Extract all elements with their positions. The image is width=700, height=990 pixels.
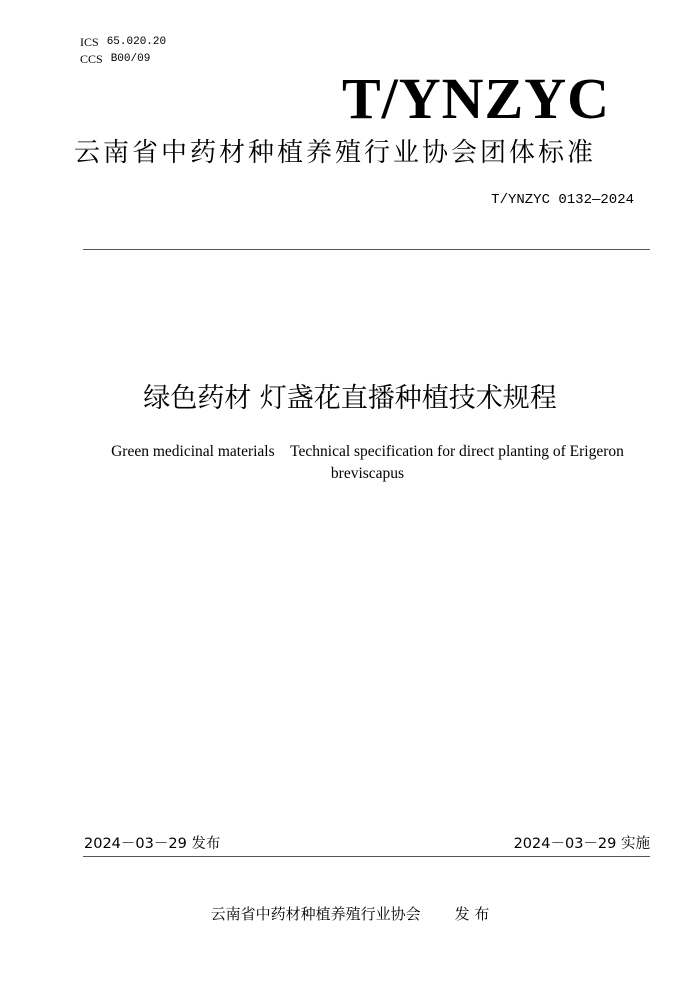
publish-date: 2024－03－29 发布: [84, 836, 221, 852]
ccs-code: B00/09: [110, 53, 151, 65]
ccs-label: CCS: [80, 52, 103, 66]
publish-action: 发 布: [454, 905, 490, 923]
document-title: 绿色药材 灯盏花直播种植技术规程: [143, 383, 557, 414]
classification-codes: [80, 34, 166, 68]
ics-row: [80, 34, 166, 51]
ics-label: ICS: [80, 35, 99, 49]
bottom-divider: [83, 856, 650, 857]
ics-code: 65.020.20: [106, 36, 167, 48]
top-divider: [83, 249, 650, 250]
publisher-name: 云南省中药材种植养殖行业协会: [210, 905, 421, 923]
implement-date: 2024－03－29 实施: [513, 836, 650, 852]
standard-number: T/YNZYC 0132—2024: [491, 192, 634, 208]
standard-logo: T/YNZYC: [341, 66, 610, 131]
organization-standard-title: 云南省中药材种植养殖行业协会团体标准: [74, 138, 597, 168]
publisher-line: [0, 903, 700, 925]
document-title-english: Green medicinal materials Technical specification for direct planting of Erigeron breviscapus: [111, 443, 624, 482]
